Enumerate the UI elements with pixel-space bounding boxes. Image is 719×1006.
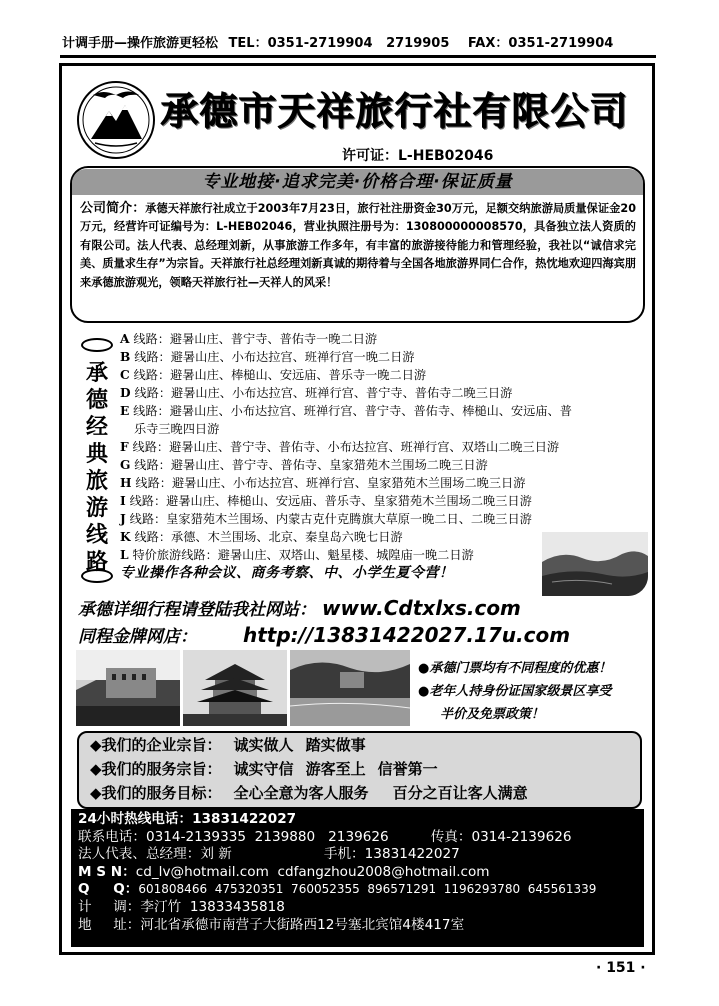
routes-title-char: 承 [85, 361, 108, 386]
phone-row [78, 829, 646, 847]
shop-link[interactable]: http://13831422027.17u.com [243, 623, 571, 647]
license-label: 许可证： [342, 148, 398, 164]
msn-row [78, 864, 646, 882]
route-label: 线路： [133, 368, 171, 382]
route-label: 特价旅游线路： [132, 548, 218, 562]
top-tel: 0351-2719904 2719905 [267, 36, 450, 51]
route-label: 线路： [134, 458, 171, 472]
route-label: 线路： [133, 404, 170, 418]
phone-numbers: 0314-2139335 2139880 2139626 [145, 828, 389, 845]
route-item [120, 510, 650, 528]
top-slogan: 计调手册—操作旅游更轻松 [62, 36, 219, 51]
route-text: 避暑山庄、普宁寺、普佑寺一晚二日游 [169, 332, 378, 346]
msn-value: cd_lv@hotmail.com cdfangzhou2008@hotmail.com [135, 863, 490, 880]
rep-name: 刘 新 [200, 846, 232, 863]
offer-item: ●老年人持身份证国家级景区享受 [418, 684, 612, 699]
qq-row [78, 881, 646, 899]
website-line [78, 595, 521, 620]
msn-label: M S N： [78, 863, 136, 880]
temple-photo [76, 650, 180, 726]
route-text: 避暑山庄、普宁寺、普佑寺、皇家猎苑木兰围场二晚三日游 [170, 458, 488, 472]
top-tel-label: TEL： [228, 36, 268, 51]
tenet-row [90, 735, 366, 755]
route-text: 避暑山庄、小布达拉宫、班禅行宫一晚二日游 [170, 350, 415, 364]
route-text: 皇家猎苑木兰围场、内蒙古克什克腾旗大草原一晚二日、二晚三日游 [166, 512, 532, 526]
offer-item: ●承德门票均有不同程度的优惠！ [418, 661, 612, 676]
license-number: L-HEB02046 [398, 148, 494, 164]
route-text: 避暑山庄、小布达拉宫、班禅行宫、普宁寺、普佑寺、棒槌山、安远庙、普 [169, 404, 572, 418]
rep-label: 法人代表、总经理： [78, 846, 201, 863]
top-strip [62, 36, 652, 52]
route-label: 线路： [134, 530, 172, 544]
top-rule [60, 55, 656, 58]
tenet-value: 诚实做人 [233, 736, 294, 754]
intro-text: 承德天祥旅行社成立于2003年7月23日，旅行社注册资金30万元，足额交纳旅游局质量保证金20万元，经营许可证编号为：L-HEB02046，营业执照注册号为：130800000008570，具备独立法人资质的有限公司。法人代表、总经理刘新，从事旅游工作多年，有丰富的旅游接待能力和管理经验，我社以“诚信求完美、质量求生存”为宗旨。天祥旅行社总经理刘新真诚的期待着与全国各地旅游界同仁合作，热忱地欢迎四海宾朋来承德旅游观光，领略天祥旅行社—天祥人的风采！ [80, 202, 636, 289]
specialty-note: 专业操作各种会议、商务考察、中、小学生夏令营！ [120, 565, 454, 581]
shop-label: 同程金牌网店： [78, 627, 197, 647]
route-item-continued [120, 420, 650, 438]
route-text: 避暑山庄、小布达拉宫、班禅行宫、皇家猎苑木兰围场二晚三日游 [171, 476, 526, 490]
route-text: 承德、木兰围场、北京、秦皇岛六晚七日游 [171, 530, 403, 544]
routes-title-char: 游 [85, 496, 108, 521]
route-text: 避暑山庄、棒槌山、安远庙、普乐寺、皇家猎苑木兰围场二晚三日游 [166, 494, 532, 508]
routes-title-char: 经 [85, 415, 108, 440]
routes-title-char: 典 [85, 442, 108, 467]
contact-info [78, 811, 646, 934]
tenet-label: ◆我们的服务目标： [90, 784, 222, 802]
route-key: H [120, 476, 132, 490]
tenet-label: ◆我们的服务宗旨： [90, 760, 222, 778]
company-name: 承德市天祥旅行社有限公司 [160, 89, 629, 133]
qq-value: 601808466 475320351 760052355 896571291 1196293780 645561339 [138, 882, 597, 897]
route-label: 线路： [134, 386, 172, 400]
hotline-row [78, 811, 646, 829]
routes-title-char: 线 [85, 523, 108, 548]
tenet-value: 百分之百让客人满意 [392, 784, 528, 802]
lake-photo [290, 650, 410, 726]
operator-value: 李汀竹 13833435818 [140, 898, 285, 915]
route-label: 线路： [129, 494, 167, 508]
route-item [120, 438, 650, 456]
route-key: K [120, 530, 131, 544]
tenet-value: 信誉第一 [377, 760, 438, 778]
tenet-row [90, 759, 438, 779]
route-item [120, 492, 650, 510]
mountain-bird-icon [79, 83, 153, 157]
route-key: C [120, 368, 130, 382]
ornament-icon [81, 338, 113, 352]
route-label: 线路： [134, 350, 171, 364]
page-number: · 151 · [596, 960, 646, 976]
route-item [120, 330, 650, 348]
route-item [120, 456, 650, 474]
offers [418, 657, 653, 726]
intro-label: 公司简介： [80, 201, 146, 216]
route-key: F [120, 440, 129, 454]
route-key: A [120, 332, 130, 346]
route-label: 线路： [133, 332, 170, 346]
top-fax: 0351-2719904 [508, 36, 614, 51]
route-text-continued: 乐寺三晚四日游 [134, 422, 220, 436]
route-item [120, 384, 650, 402]
route-key: E [120, 404, 130, 418]
routes-title-char: 旅 [85, 469, 108, 494]
tenet-value: 全心全意为客人服务 [233, 784, 369, 802]
route-label: 线路： [135, 476, 172, 490]
route-text: 避暑山庄、普宁寺、普佑寺、小布达拉宫、班禅行宫、双塔山二晚三日游 [169, 440, 560, 454]
routes-title [83, 360, 111, 576]
offer-item: 半价及免票政策！ [440, 707, 545, 722]
website-label: 承德详细行程请登陆我社网站： [78, 600, 316, 620]
route-key: L [120, 548, 129, 562]
shop-line [78, 622, 570, 647]
route-item [120, 366, 650, 384]
address-label: 地 址： [78, 916, 141, 933]
route-label: 线路： [129, 512, 167, 526]
routes-title-char: 路 [85, 550, 108, 575]
hotline-label: 24小时热线电话： [78, 811, 193, 827]
tenet-row [90, 783, 528, 803]
route-key: J [120, 512, 126, 526]
route-key: G [120, 458, 131, 472]
hotline-number: 13831422027 [192, 811, 297, 827]
address-value: 河北省承德市南营子大街路西12号塞北宾馆4楼417室 [140, 916, 465, 933]
service-slogan: 专业地接·追求完美·价格合理·保证质量 [202, 172, 513, 192]
routes-list [120, 330, 650, 564]
mobile-label: 手机： [323, 846, 365, 863]
rep-row [78, 846, 646, 864]
tenet-label: ◆我们的企业宗旨： [90, 736, 222, 754]
operator-row [78, 899, 646, 917]
tenet-value: 游客至上 [305, 760, 366, 778]
top-fax-label: FAX： [467, 36, 509, 51]
fax-label: 传真： [430, 828, 472, 845]
route-key: B [120, 350, 131, 364]
phone-label: 联系电话： [78, 828, 146, 845]
grassland-photo [542, 532, 648, 596]
website-link[interactable]: www.Cdtxlxs.com [322, 596, 521, 620]
tenet-value: 诚实守信 [233, 760, 294, 778]
company-logo [77, 81, 155, 159]
route-text: 避暑山庄、小布达拉宫、班禅行宫、普宁寺、普佑寺二晚三日游 [171, 386, 513, 400]
route-key: I [120, 494, 126, 508]
operator-label: 计 调： [78, 898, 141, 915]
fax-number: 0314-2139626 [471, 828, 572, 845]
company-intro [80, 200, 636, 292]
route-item [120, 348, 650, 366]
route-label: 线路： [132, 440, 170, 454]
route-key: D [120, 386, 131, 400]
routes-title-char: 德 [85, 388, 108, 413]
address-row [78, 917, 646, 935]
license-line [342, 145, 493, 165]
route-text: 避暑山庄、双塔山、魁星楼、城隍庙一晚二日游 [217, 548, 474, 562]
mobile-number: 13831422027 [364, 846, 460, 863]
route-text: 避暑山庄、棒槌山、安远庙、普乐寺一晚二日游 [170, 368, 427, 382]
route-item [120, 402, 650, 420]
pagoda-photo [183, 650, 287, 726]
tenet-value: 踏实做事 [305, 736, 366, 754]
qq-label: Q Q： [78, 881, 139, 898]
route-item [120, 474, 650, 492]
